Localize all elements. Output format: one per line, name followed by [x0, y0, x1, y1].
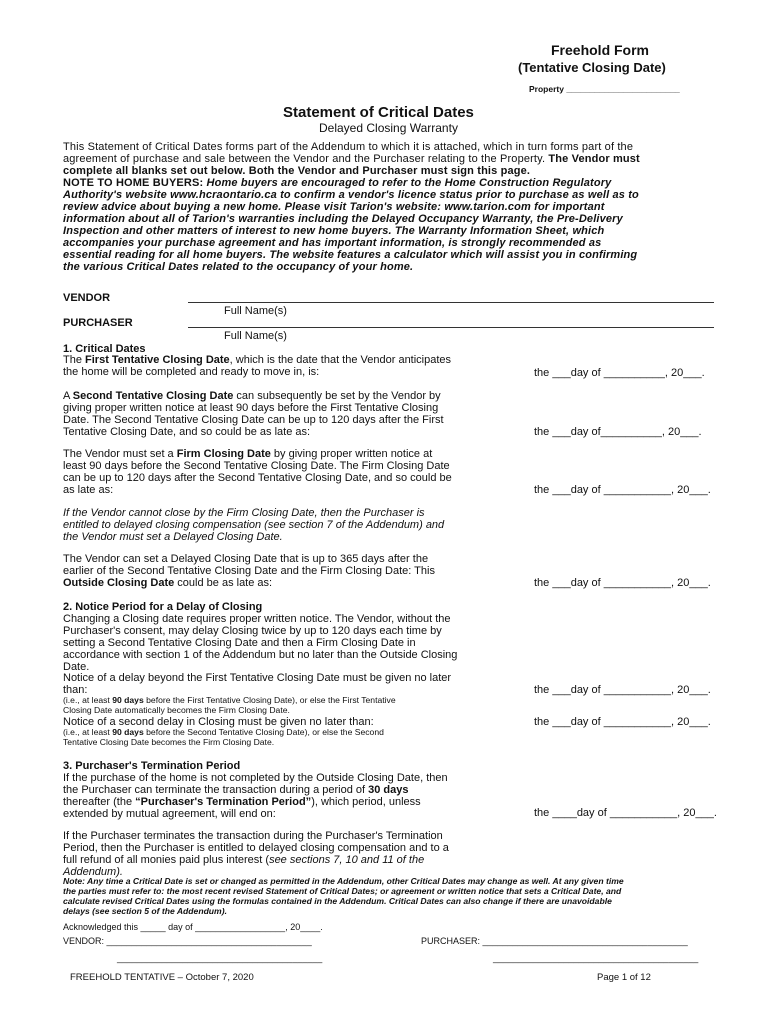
vendor-signature-field[interactable]: VENDOR: _________________________________________	[63, 936, 312, 946]
vendor-name-field[interactable]	[188, 302, 714, 303]
note-text: the parties must refer to: the most recent revised Statement of Critical Dates; or agreement or written notice that sets a Critical Date, and	[63, 886, 622, 896]
section-text: extended by mutual agreement, will end on:	[63, 808, 276, 820]
section-text: Notice of a second delay in Closing must be given no later than:	[63, 716, 374, 728]
note-text: calculate revised Critical Dates using the formulas contained in the Addendum. Critical Dates can also change if there are unavoidable	[63, 896, 612, 906]
section-text: the home will be completed and ready to move in, is:	[63, 366, 320, 378]
section-text: accordance with section 1 of the Addendum but no later than the Outside Closing	[63, 649, 458, 661]
section-text: Date.	[63, 661, 90, 673]
section-text: least 90 days before the Second Tentative Closing Date. The Firm Closing Date	[63, 460, 450, 472]
section-text: If the purchase of the home is not completed by the Outside Closing Date, then	[63, 772, 448, 784]
section-text: The Vendor can set a Delayed Closing Date that is up to 365 days after the	[63, 553, 429, 565]
section-text: the Purchaser can terminate the transaction during a period of 30 days	[63, 784, 409, 796]
first-tentative-date-field[interactable]: the ___day of __________, 20___.	[534, 367, 705, 379]
intro-line: This Statement of Critical Dates forms part of the Addendum to which it is attached, which in turn forms part of the	[63, 141, 634, 153]
termination-period-end-date-field[interactable]: the ____day of ___________, 20___.	[534, 807, 717, 819]
section-text: than:	[63, 684, 88, 696]
home-buyer-note: Inspection and other matters of interest to new home buyers. The Warranty Information Sheet, which	[63, 225, 605, 237]
section-text: Purchaser's consent, may delay Closing twice by up to 120 days each time by	[63, 625, 442, 637]
section-italic-text: entitled to delayed closing compensation (see section 7 of the Addendum) and	[63, 519, 445, 531]
form-title: Freehold Form	[551, 42, 650, 58]
section-text: earlier of the Second Tentative Closing Date and the Firm Closing Date: This	[63, 565, 435, 577]
section-text: Changing a Closing date requires proper written notice. The Vendor, without the	[63, 613, 451, 625]
first-delay-notice-date-field[interactable]: the ___day of ___________, 20___.	[534, 684, 711, 696]
vendor-caption: Full Name(s)	[224, 305, 287, 317]
second-delay-notice-date-field[interactable]: the ___day of ___________, 20___.	[534, 716, 711, 728]
home-buyer-note: Authority's website www.hcraontario.ca to confirm a vendor's licence status prior to purchase as well as to	[63, 189, 639, 201]
section-text: The First Tentative Closing Date, which is the date that the Vendor anticipates	[63, 354, 452, 366]
note-text: delays (see section 5 of the Addendum).	[63, 906, 227, 916]
acknowledged-date-field[interactable]: Acknowledged this _____ day of __________________, 20____.	[63, 922, 323, 932]
section-text: setting a Second Tentative Closing Date and then a Firm Closing Date in	[63, 637, 416, 649]
section-small-text: Closing Date automatically becomes the Firm Closing Date.	[63, 705, 290, 715]
home-buyer-note: accompanies your purchase agreement and has important information, is strongly recommended as	[63, 237, 602, 249]
section-text: Notice of a delay beyond the First Tentative Closing Date must be given no later	[63, 672, 452, 684]
page-number: Page 1 of 12	[597, 972, 651, 983]
note-text: Note: Any time a Critical Date is set or changed as permitted in the Addendum, other Critical Dates may change as well. At any given time	[63, 876, 624, 886]
intro-line: complete all blanks set out below. Both the Vendor and Purchaser must sign this page.	[63, 165, 531, 177]
form-subtitle: (Tentative Closing Date)	[518, 60, 666, 75]
purchaser-caption: Full Name(s)	[224, 330, 287, 342]
section-italic-text: the Vendor must set a Delayed Closing Date.	[63, 531, 283, 543]
outside-closing-date-field[interactable]: the ___day of ___________, 20___.	[534, 577, 711, 589]
purchaser-signature-field[interactable]: PURCHASER: _________________________________________	[421, 936, 688, 946]
section-text: A Second Tentative Closing Date can subsequently be set by the Vendor by	[63, 390, 441, 402]
section-text: Addendum).	[63, 866, 123, 878]
firm-closing-date-field[interactable]: the ___day of ___________, 20___.	[534, 484, 711, 496]
home-buyer-note: the various Critical Dates related to the occupancy of your home.	[63, 261, 414, 273]
home-buyer-note: essential reading for all home buyers. The website features a calculator which will assist you in confirming	[63, 249, 638, 261]
page-subtitle: Delayed Closing Warranty	[319, 121, 458, 135]
section-text: thereafter (the “Purchaser's Termination Period”), which period, unless	[63, 796, 421, 808]
section-text: Date. The Second Tentative Closing Date can be up to 120 days after the First	[63, 414, 444, 426]
section-heading: 3. Purchaser's Termination Period	[63, 760, 241, 772]
section-heading: 1. Critical Dates	[63, 343, 146, 355]
section-small-text: Tentative Closing Date becomes the Firm Closing Date.	[63, 737, 275, 747]
section-heading: 2. Notice Period for a Delay of Closing	[63, 601, 263, 613]
section-text: If the Purchaser terminates the transaction during the Purchaser's Termination	[63, 830, 443, 842]
purchaser-label: PURCHASER	[63, 317, 133, 329]
footer-left: FREEHOLD TENTATIVE – October 7, 2020	[70, 972, 254, 983]
section-text: giving proper written notice at least 90 days before the First Tentative Closing	[63, 402, 439, 414]
intro-line: agreement of purchase and sale between the Vendor and the Purchaser relating to the Property. The Vendor must	[63, 153, 640, 165]
property-field[interactable]: Property ________________________	[529, 84, 680, 94]
section-text: as late as:	[63, 484, 114, 496]
section-italic-text: If the Vendor cannot close by the Firm Closing Date, then the Purchaser is	[63, 507, 425, 519]
purchaser-signature-field-2[interactable]: _________________________________________	[493, 953, 699, 963]
purchaser-name-field[interactable]	[188, 327, 714, 328]
section-text: Outside Closing Date could be as late as:	[63, 577, 273, 589]
section-text: Tentative Closing Date, and so could be as late as:	[63, 426, 311, 438]
vendor-label: VENDOR	[63, 292, 111, 304]
section-text: can be up to 120 days after the Second Tentative Closing Date, and so could be	[63, 472, 452, 484]
section-small-text: (i.e., at least 90 days before the Second Tentative Closing Date), or else the Second	[63, 727, 384, 737]
home-buyer-note: NOTE TO HOME BUYERS: Home buyers are encouraged to refer to the Home Construction Regulatory	[63, 177, 612, 189]
section-text: The Vendor must set a Firm Closing Date by giving proper written notice at	[63, 448, 433, 460]
home-buyer-note: review advice about buying a new home. Please visit Tarion's website: www.tarion.com for important	[63, 201, 605, 213]
page-title: Statement of Critical Dates	[283, 104, 474, 121]
home-buyer-note: information about all of Tarion's warranties including the Delayed Occupancy Warranty, the Pre-Delivery	[63, 213, 623, 225]
vendor-signature-field-2[interactable]: _________________________________________	[117, 953, 323, 963]
section-small-text: (i.e., at least 90 days before the First Tentative Closing Date), or else the First Tentative	[63, 695, 396, 705]
section-text: Period, then the Purchaser is entitled to delayed closing compensation and to a	[63, 842, 449, 854]
second-tentative-date-field[interactable]: the ___day of__________, 20___.	[534, 426, 702, 438]
section-text: full refund of all monies paid plus interest (see sections 7, 10 and 11 of the	[63, 854, 425, 866]
